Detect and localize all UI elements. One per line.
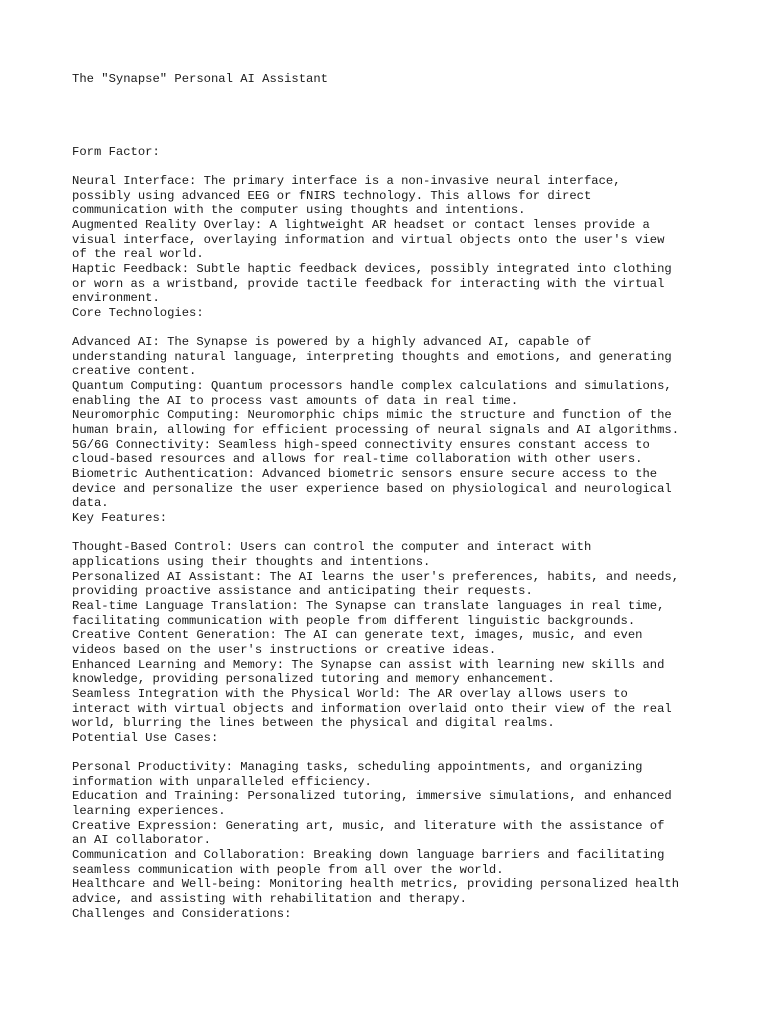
paragraph (72, 687, 712, 731)
text-line: or worn as a wristband, provide tactile feedback for interacting with the virtual (72, 276, 665, 291)
paragraph (72, 819, 712, 848)
text-line: advice, and assisting with rehabilitation and therapy. (72, 892, 467, 907)
text-line: providing proactive assistance and anticipating their requests. (72, 584, 533, 599)
paragraph (72, 760, 712, 789)
text-line: Enhanced Learning and Memory: The Synapse can assist with learning new skills and (72, 657, 665, 672)
text-line: Creative Expression: Generating art, music, and literature with the assistance of (72, 818, 665, 833)
text-line: Education and Training: Personalized tutoring, immersive simulations, and enhanced (72, 789, 672, 804)
paragraph (72, 174, 712, 218)
text-line: seamless communication with people from all over the world. (72, 862, 504, 877)
text-line: Thought-Based Control: Users can control the computer and interact with (72, 540, 592, 555)
text-line: creative content. (72, 364, 197, 379)
text-line: Personal Productivity: Managing tasks, scheduling appointments, and organizing (72, 760, 643, 775)
text-line: Biometric Authentication: Advanced biometric sensors ensure secure access to the (72, 467, 658, 482)
section-heading: Potential Use Cases: (72, 730, 219, 745)
text-line: enabling the AI to process vast amounts of data in real time. (72, 393, 519, 408)
text-line: Augmented Reality Overlay: A lightweight AR headset or contact lenses provide a (72, 217, 650, 232)
paragraph (72, 570, 712, 599)
section-key-features (72, 511, 712, 731)
paragraph (72, 408, 712, 437)
text-line: Quantum Computing: Quantum processors handle complex calculations and simulations, (72, 379, 672, 394)
section-heading: Core Technologies: (72, 305, 204, 320)
text-line: Advanced AI: The Synapse is powered by a highly advanced AI, capable of (72, 335, 592, 350)
section-heading: Key Features: (72, 511, 168, 526)
text-line: Seamless Integration with the Physical World: The AR overlay allows users to (72, 686, 628, 701)
section-core-technologies (72, 306, 712, 511)
text-line: human brain, allowing for efficient processing of neural signals and AI algorithms. (72, 423, 680, 438)
text-line: of the real world. (72, 247, 204, 262)
paragraph (72, 599, 712, 628)
text-line: 5G/6G Connectivity: Seamless high-speed connectivity ensures constant access to (72, 437, 650, 452)
text-line: interact with virtual objects and information overlaid onto their view of the real (72, 701, 672, 716)
text-line: videos based on the user's instructions or creative ideas. (72, 642, 497, 657)
text-line: Neural Interface: The primary interface is a non-invasive neural interface, (72, 173, 621, 188)
paragraph (72, 628, 712, 657)
text-line: environment. (72, 291, 160, 306)
text-line: an AI collaborator. (72, 833, 211, 848)
paragraph (72, 877, 712, 906)
section-form-factor (72, 145, 712, 306)
paragraph (72, 540, 712, 569)
text-line: cloud-based resources and allows for real-time collaboration with other users. (72, 452, 643, 467)
text-line: Personalized AI Assistant: The AI learns the user's preferences, habits, and needs, (72, 569, 680, 584)
text-line: world, blurring the lines between the physical and digital realms. (72, 716, 555, 731)
paragraph (72, 658, 712, 687)
text-line: Haptic Feedback: Subtle haptic feedback devices, possibly integrated into clothing (72, 261, 672, 276)
paragraph (72, 262, 712, 306)
paragraph (72, 218, 712, 262)
text-line: facilitating communication with people from different linguistic backgrounds. (72, 613, 636, 628)
section-heading: Challenges and Considerations: (72, 906, 292, 921)
section-challenges-and-considerations (72, 907, 712, 922)
document-page (72, 72, 712, 921)
document-body (72, 145, 712, 922)
paragraph (72, 438, 712, 467)
text-line: possibly using advanced EEG or fNIRS technology. This allows for direct (72, 188, 592, 203)
text-line: understanding natural language, interpreting thoughts and emotions, and generating (72, 349, 672, 364)
paragraph (72, 848, 712, 877)
document-title: The "Synapse" Personal AI Assistant (72, 72, 328, 86)
text-line: Neuromorphic Computing: Neuromorphic chips mimic the structure and function of the (72, 408, 672, 423)
paragraph (72, 467, 712, 511)
text-line: knowledge, providing personalized tutoring and memory enhancement. (72, 672, 555, 687)
section-heading: Form Factor: (72, 144, 160, 159)
text-line: information with unparalleled efficiency. (72, 774, 372, 789)
text-line: learning experiences. (72, 804, 226, 819)
paragraph (72, 335, 712, 379)
text-line: communication with the computer using thoughts and intentions. (72, 203, 526, 218)
text-line: device and personalize the user experience based on physiological and neurological (72, 481, 672, 496)
text-line: visual interface, overlaying information and virtual objects onto the user's view (72, 232, 665, 247)
text-line: Healthcare and Well-being: Monitoring health metrics, providing personalized health (72, 877, 680, 892)
text-line: applications using their thoughts and intentions. (72, 554, 431, 569)
text-line: Creative Content Generation: The AI can generate text, images, music, and even (72, 628, 643, 643)
text-line: Communication and Collaboration: Breaking down language barriers and facilitating (72, 848, 665, 863)
text-line: Real-time Language Translation: The Synapse can translate languages in real time, (72, 598, 665, 613)
text-line: data. (72, 496, 109, 511)
paragraph (72, 379, 712, 408)
paragraph (72, 789, 712, 818)
section-potential-use-cases (72, 731, 712, 907)
